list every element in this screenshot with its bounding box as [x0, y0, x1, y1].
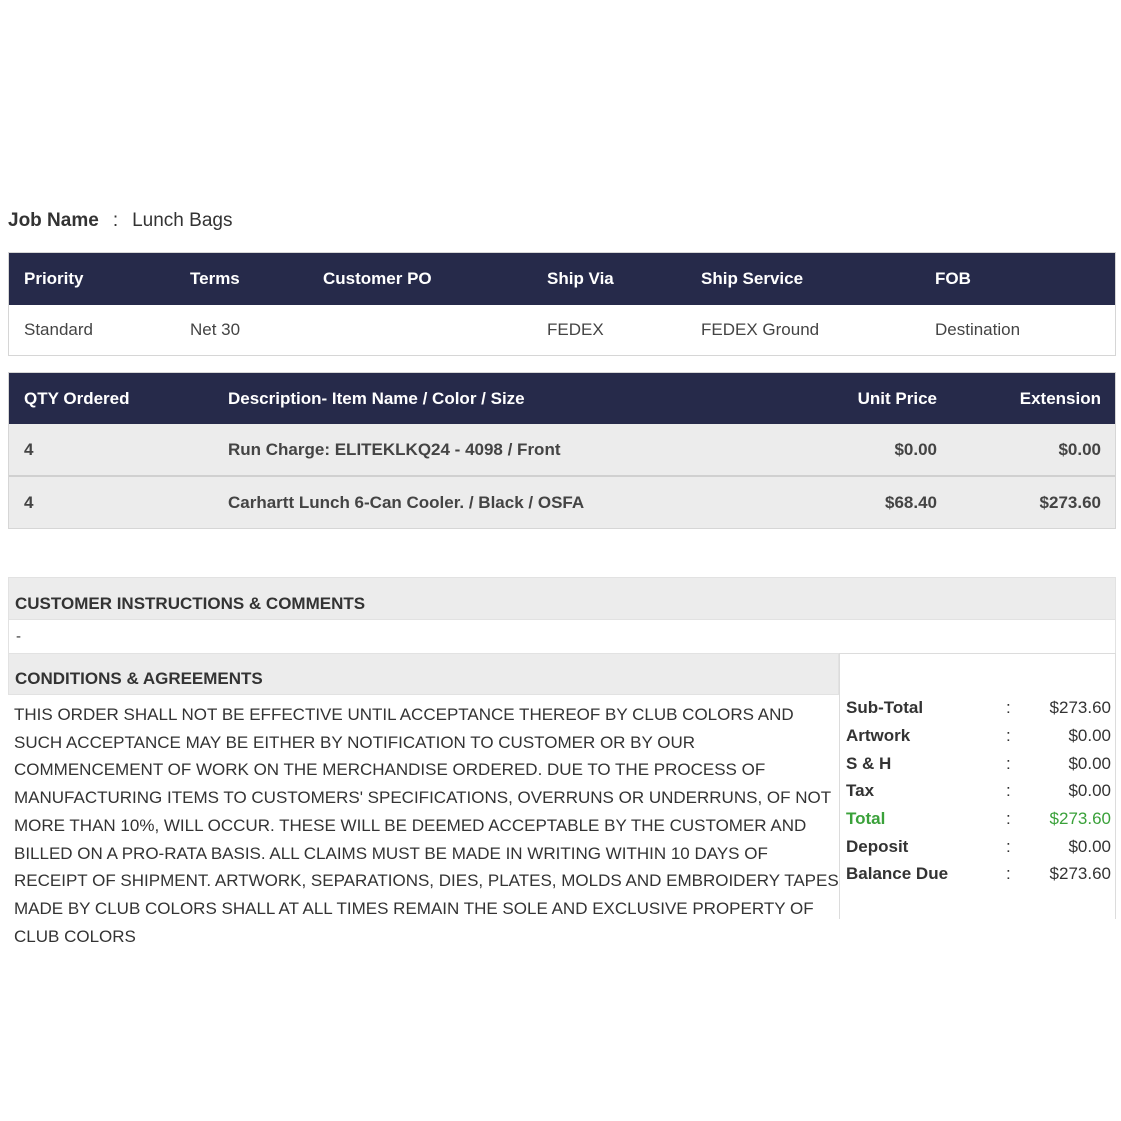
sh-label: S & H: [846, 754, 892, 773]
table-row: [9, 475, 1115, 528]
totals-separator: :: [1006, 809, 1011, 828]
total-label: Total: [846, 809, 886, 828]
line-items-table: [8, 372, 1116, 529]
item-extension: $273.60: [1039, 493, 1101, 512]
fob-value: Destination: [935, 320, 1021, 339]
totals-separator: :: [1006, 754, 1011, 773]
item-unit-price: $0.00: [894, 440, 937, 459]
totals-row-total: [840, 809, 1117, 837]
customer-instructions-title: CUSTOMER INSTRUCTIONS & COMMENTS: [8, 577, 1116, 620]
balance-due-label: Balance Due: [846, 864, 949, 883]
col-unit-price: Unit Price: [857, 389, 937, 408]
ship-service-value: FEDEX Ground: [701, 320, 820, 339]
totals-separator: :: [1006, 698, 1011, 717]
item-qty: 4: [24, 493, 34, 512]
totals-row-subtotal: [840, 698, 1117, 726]
item-qty: 4: [24, 440, 34, 459]
job-name-label: Job Name: [8, 210, 99, 231]
order-header-head-row: [9, 253, 1115, 305]
balance-due-value: $273.60: [1049, 864, 1111, 883]
totals-separator: :: [1006, 726, 1011, 745]
terms-value: Net 30: [190, 320, 241, 339]
artwork-label: Artwork: [846, 726, 911, 745]
tax-value: $0.00: [1068, 781, 1111, 800]
col-fob: FOB: [935, 269, 971, 288]
col-ship-via: Ship Via: [547, 269, 614, 288]
customer-instructions-text: -: [8, 620, 1116, 653]
totals-row-tax: [840, 781, 1117, 809]
totals-row-balance-due: [840, 864, 1117, 892]
job-name-separator: :: [112, 210, 119, 231]
col-extension: Extension: [1019, 389, 1101, 408]
artwork-value: $0.00: [1068, 726, 1111, 745]
col-ship-service: Ship Service: [701, 269, 804, 288]
item-description: Carhartt Lunch 6-Can Cooler. / Black / OSFA: [228, 493, 585, 512]
conditions-text: THIS ORDER SHALL NOT BE EFFECTIVE UNTIL ACCEPTANCE THEREOF BY CLUB COLORS AND SUCH ACCEPTANCE MAY BE EITHER BY NOTIFICATION TO CUSTOMER OR BY OUR COMMENCEMENT OF WORK ON THE MERCHANDISE ORDERED. DUE TO THE PROCESS OF MANUFACTURING ITEMS TO CUSTOMERS' SPECIFICATIONS, OVERRUNS OR UNDERRUNS, OF NOT MORE THAN 10%, WILL OCCUR. THESE WILL BE DEEMED ACCEPTABLE BY THE CUSTOMER AND BILLED ON A PRO-RATA BASIS. ALL CLAIMS MUST BE MADE IN WRITING WITHIN 10 DAYS OF RECEIPT OF SHIPMENT. ARTWORK, SEPARATIONS, DIES, PLATES, MOLDS AND EMBROIDERY TAPES MADE BY CLUB COLORS SHALL AT ALL TIMES REMAIN THE SOLE AND EXCLUSIVE PROPERTY OF CLUB COLORS: [14, 705, 839, 946]
customer-instructions-section: [8, 577, 1116, 653]
item-extension: $0.00: [1058, 440, 1101, 459]
ship-via-value: FEDEX: [547, 320, 604, 339]
table-row: [9, 424, 1115, 475]
total-value: $273.60: [1049, 809, 1111, 828]
conditions-title: CONDITIONS & AGREEMENTS: [8, 653, 839, 695]
sh-value: $0.00: [1068, 754, 1111, 773]
tax-label: Tax: [846, 781, 875, 800]
subtotal-label: Sub-Total: [846, 698, 924, 717]
item-description: Run Charge: ELITEKLKQ24 - 4098 / Front: [228, 440, 561, 459]
deposit-label: Deposit: [846, 837, 909, 856]
totals-row-artwork: [840, 726, 1117, 754]
order-header-table: [8, 252, 1116, 356]
conditions-section: [8, 653, 839, 950]
totals-row-deposit: [840, 837, 1117, 865]
totals-panel: [839, 653, 1116, 919]
col-qty-ordered: QTY Ordered: [24, 389, 130, 408]
totals-separator: :: [1006, 837, 1011, 856]
totals-separator: :: [1006, 864, 1011, 883]
deposit-value: $0.00: [1068, 837, 1111, 856]
job-name-line: [8, 210, 232, 232]
totals-separator: :: [1006, 781, 1011, 800]
col-terms: Terms: [190, 269, 240, 288]
order-header-value-row: [9, 305, 1115, 355]
job-name-value: Lunch Bags: [132, 210, 233, 231]
col-description: Description- Item Name / Color / Size: [228, 389, 525, 408]
subtotal-value: $273.60: [1049, 698, 1111, 717]
line-items-head-row: [9, 373, 1115, 424]
priority-value: Standard: [24, 320, 93, 339]
totals-row-sh: [840, 754, 1117, 782]
col-priority: Priority: [24, 269, 84, 288]
col-customer-po: Customer PO: [323, 269, 432, 288]
item-unit-price: $68.40: [885, 493, 937, 512]
